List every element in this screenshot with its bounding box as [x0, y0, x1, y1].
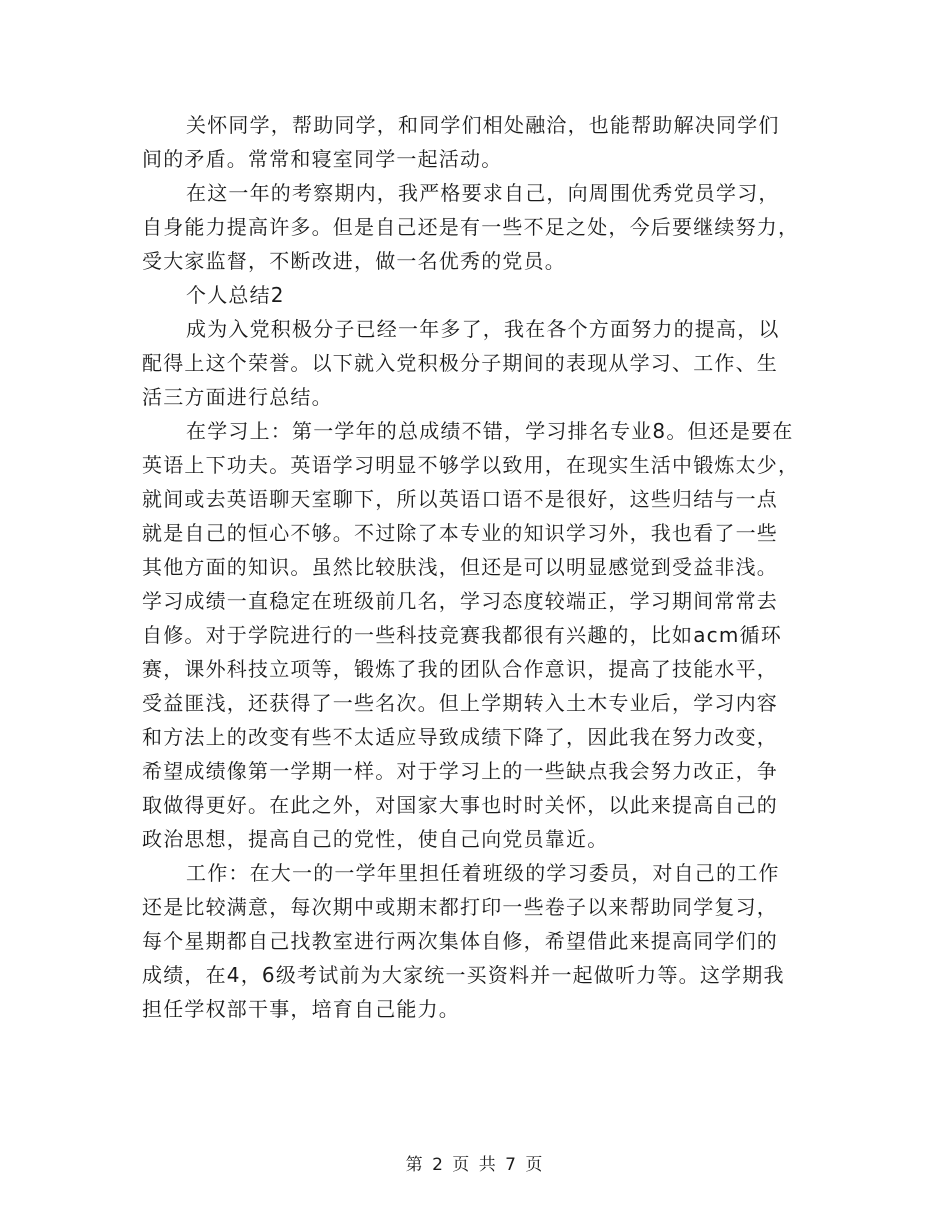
- text-line: 和方法上的改变有些不太适应导致成绩下降了，因此我在努力改变，: [142, 725, 778, 749]
- section-heading: 个人总结2: [186, 283, 285, 307]
- text-line: 关怀同学，帮助同学，和同学们相处融洽，也能帮助解决同学们: [186, 113, 780, 137]
- text-line: 担任学权部干事，培育自己能力。: [142, 997, 460, 1021]
- document-body: [142, 108, 814, 1026]
- text-line: 成绩，在4，6级考试前为大家统一买资料并一起做听力等。这学期我: [142, 963, 785, 987]
- text-line: 学习成绩一直稳定在班级前几名，学习态度较端正，学习期间常常去: [142, 589, 778, 613]
- text-line: 还是比较满意，每次期中或期末都打印一些卷子以来帮助同学复习，: [142, 895, 778, 919]
- text-line: 在这一年的考察期内，我严格要求自己，向周围优秀党员学习，: [186, 181, 780, 205]
- text-line: 政治思想，提高自己的党性，使自己向党员靠近。: [142, 827, 609, 851]
- text-line: 就是自己的恒心不够。不过除了本专业的知识学习外，我也看了一些: [142, 521, 778, 545]
- text-line: 配得上这个荣誉。以下就入党积极分子期间的表现从学习、工作、生: [142, 351, 778, 375]
- text-line: 在学习上：第一学年的总成绩不错，学习排名专业8。但还是要在: [186, 419, 794, 443]
- page-number: 第 2 页 共 7 页: [405, 1155, 545, 1175]
- text-line: 英语上下功夫。英语学习明显不够学以致用，在现实生活中锻炼太少，: [142, 453, 800, 477]
- text-line: 工作：在大一的一学年里担任着班级的学习委员，对自己的工作: [186, 861, 780, 885]
- text-line: 成为入党积极分子已经一年多了，我在各个方面努力的提高，以: [186, 317, 780, 341]
- text-line: 希望成绩像第一学期一样。对于学习上的一些缺点我会努力改正，争: [142, 759, 778, 783]
- text-line: 取做得更好。在此之外，对国家大事也时时关怀，以此来提高自己的: [142, 793, 778, 817]
- text-line: 自身能力提高许多。但是自己还是有一些不足之处，今后要继续努力，: [142, 215, 800, 239]
- text-line: 活三方面进行总结。: [142, 385, 333, 409]
- text-line: 就间或去英语聊天室聊下，所以英语口语不是很好，这些归结与一点: [142, 487, 778, 511]
- text-line: 其他方面的知识。虽然比较肤浅，但还是可以明显感觉到受益非浅。: [142, 555, 778, 579]
- text-line: 受大家监督，不断改进，做一名优秀的党员。: [142, 249, 566, 273]
- text-line: 间的矛盾。常常和寝室同学一起活动。: [142, 147, 503, 171]
- text-line: 每个星期都自己找教室进行两次集体自修，希望借此来提高同学们的: [142, 929, 778, 953]
- text-line: 自修。对于学院进行的一些科技竞赛我都很有兴趣的，比如acm循环: [142, 623, 782, 647]
- text-line: 赛，课外科技立项等，锻炼了我的团队合作意识，提高了技能水平，: [142, 657, 778, 681]
- text-line: 受益匪浅，还获得了一些名次。但上学期转入土木专业后，学习内容: [142, 691, 778, 715]
